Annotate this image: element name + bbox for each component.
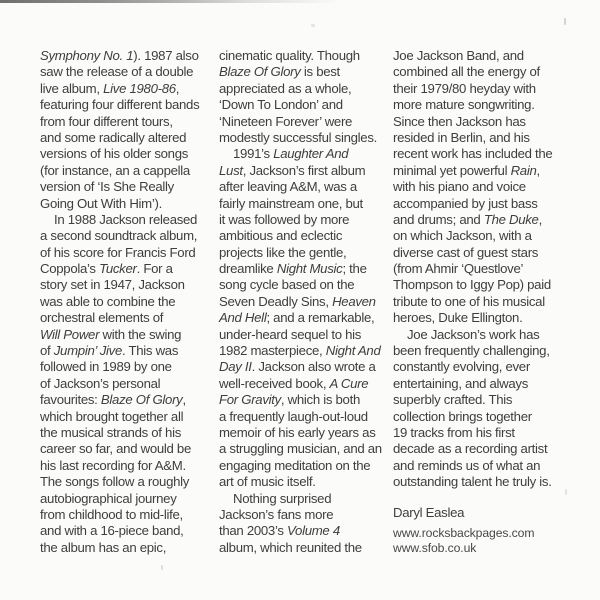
text-line: resided in Berlin, and his [393,129,530,145]
text-line: outstanding talent he truly is. [393,474,552,490]
text-line: of his score for Francis Ford [40,244,196,260]
text-line: art of music itself. [219,474,316,490]
text-line: story set in 1947, Jackson [40,277,185,293]
text-line: superbly crafted. This [393,392,513,408]
text-line: engaging meditation on the [219,457,371,473]
text-line: Seven Deadly Sins, Heaven [219,293,376,309]
text-line: ‘Nineteen Forever’ were [219,113,353,129]
text-line: memoir of his early years as [219,424,376,440]
text-line: on which Jackson, with a [393,228,532,244]
text-line: Will Power with the swing [40,326,182,342]
text-line: the musical strands of his [40,424,181,440]
text-line: of Jackson’s personal [40,375,161,391]
text-line: 1982 masterpiece, Night And [219,343,381,359]
text-line: with his piano and voice [393,179,526,195]
text-line: autobiographical journey [40,490,177,506]
scan-edge-artifact [0,0,340,3]
text-line: featuring four different bands [40,97,200,113]
scan-speck [564,18,566,25]
author-credit: Daryl Easlea [393,504,465,520]
text-line: fairly mainstream one, but [219,195,363,211]
text-line: Nothing surprised [233,490,332,506]
text-line: combined all the energy of [393,64,540,80]
scan-speck [161,565,163,570]
text-line: Joe Jackson’s work has [407,326,540,342]
text-line: and with a 16-piece band, [40,523,184,539]
text-line: Jackson’s fans more [219,506,334,522]
website-url: www.sfob.co.uk [393,540,477,555]
text-line: Day II. Jackson also wrote a [219,359,376,375]
text-column-3 [393,48,573,555]
text-line: In 1988 Jackson released [54,211,198,227]
text-line: For Gravity, which is both [219,392,360,408]
text-line: Symphony No. 1). 1987 also [40,48,199,63]
text-line: song cycle based on the [219,277,355,293]
text-line: Blaze Of Glory is best [219,64,340,80]
text-line: collection brings together [393,408,532,424]
website-url: www.rocksbackpages.com [393,525,535,540]
text-line: entertaining, and always [393,375,529,391]
text-line: Coppola’s Tucker. For a [40,261,173,277]
text-line: well-received book, A Cure [219,375,369,391]
text-line: and drums; and The Duke, [393,211,542,227]
text-line: Going Out With Him’). [40,195,162,211]
text-line: minimal yet powerful Rain, [393,162,540,178]
text-line: 19 tracks from his first [393,424,515,440]
text-line: from four different tours, [40,113,173,129]
text-line: it was followed by more [219,211,350,227]
text-line: followed in 1989 by one [40,359,172,375]
text-column-1 [40,48,220,556]
text-line: live album, Live 1980-86, [40,80,180,96]
text-line: favourites: Blaze Of Glory, [40,392,186,408]
text-line: cinematic quality. Though [219,48,360,63]
text-line: ambitious and eclectic [219,228,343,244]
text-line: Thompson to Iggy Pop) paid [393,277,551,293]
text-line: accompanied by just bass [393,195,538,211]
text-column-2 [219,48,399,556]
text-line: projects like the gentle, [219,244,347,260]
text-line: which brought together all [40,408,184,424]
text-line: was able to combine the [40,293,176,309]
text-line: his last recording for A&M. [40,457,186,473]
line-gap [393,491,573,505]
text-line: heroes, Duke Ellington. [393,310,523,326]
text-line: constantly evolving, ever [393,359,530,375]
text-line: And Hell; and a remarkable, [219,310,375,326]
text-line: modestly successful singles. [219,129,377,145]
text-line: of Jumpin’ Jive. This was [40,343,179,359]
text-line: decade as a recording artist [393,441,548,457]
text-line: dreamlike Night Music; the [219,261,367,277]
text-line: ‘Down To London’ and [219,97,343,113]
text-line: The songs follow a roughly [40,474,190,490]
text-line: (for instance, an a cappella [40,162,190,178]
text-line: recent work has included the [393,146,553,162]
text-line: been frequently challenging, [393,343,550,359]
text-line: and reminds us of what an [393,457,541,473]
text-line: orchestral elements of [40,310,164,326]
text-line: after leaving A&M, was a [219,179,357,195]
text-line: 1991’s Laughter And [233,146,349,162]
text-line: a frequently laugh-out-loud [219,408,368,424]
text-line: under-heard sequel to his [219,326,362,342]
text-line: Lust, Jackson’s first album [219,162,366,178]
text-line: from childhood to mid-life, [40,506,183,522]
text-line: and some radically altered [40,129,187,145]
text-line: versions of his older songs [40,146,189,162]
text-line: career so far, and would be [40,441,191,457]
text-line: diverse cast of guest stars [393,244,539,260]
text-line: than 2003’s Volume 4 [219,523,340,539]
text-line: their 1979/80 heyday with [393,80,536,96]
text-line: version of ‘Is She Really [40,179,174,195]
text-line: album, which reunited the [219,539,362,555]
text-line: saw the release of a double [40,64,194,80]
text-line: a second soundtrack album, [40,228,198,244]
text-line: appreciated as a whole, [219,80,352,96]
text-line: a struggling musician, and an [219,441,382,457]
text-line: the album has an epic, [40,539,167,555]
text-line: (from Ahmir ‘Questlove’ [393,261,524,277]
text-line: Joe Jackson Band, and [393,48,524,63]
scan-speck [311,24,315,27]
text-line: Since then Jackson has [393,113,526,129]
text-line: tribute to one of his musical [393,293,545,309]
text-line: more mature songwriting. [393,97,535,113]
